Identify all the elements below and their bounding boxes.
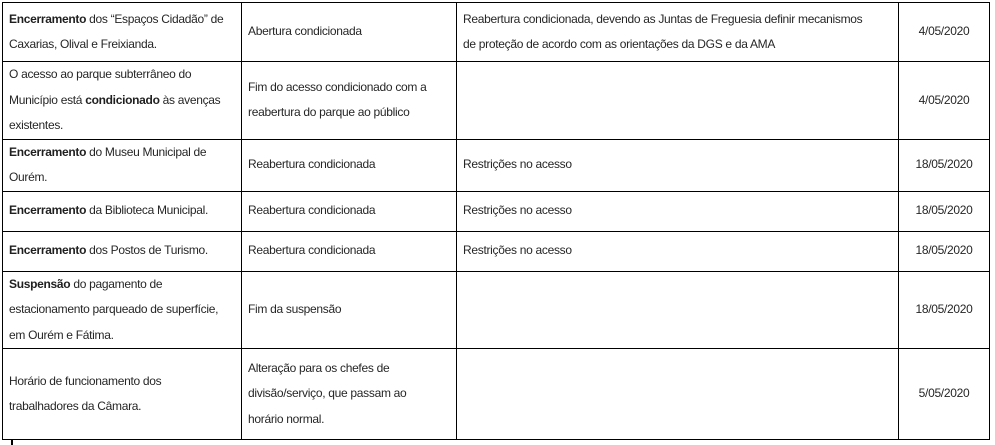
details-cell bbox=[457, 349, 899, 440]
change-text: Alteração para os chefes de divisão/serviço, que passam ao horário normal. bbox=[248, 360, 407, 426]
change-cell bbox=[242, 231, 457, 271]
measure-text-post: da Biblioteca Municipal. bbox=[86, 203, 209, 218]
details-cell bbox=[457, 271, 899, 349]
change-text: Abertura condicionada bbox=[248, 24, 362, 39]
measure-text bbox=[9, 272, 235, 349]
change-text: Fim do acesso condicionado com a reabertura do parque ao público bbox=[248, 79, 427, 120]
date-cell bbox=[899, 191, 990, 231]
measure-text-bold: condicionado bbox=[85, 92, 160, 107]
measure-text bbox=[9, 369, 235, 420]
change-text: Fim da suspensão bbox=[248, 302, 342, 316]
details-text: Reabertura condicionada, devendo as Juntas de Freguesia definir mecanismos de proteção de acordo com as orientações da DGS e da AMA bbox=[463, 11, 863, 51]
table-row bbox=[3, 62, 990, 140]
measure-cell bbox=[3, 139, 242, 191]
measure-text-post: dos Postos de Turismo. bbox=[86, 243, 208, 258]
date-cell bbox=[899, 139, 990, 191]
details-cell bbox=[457, 3, 899, 62]
date-cell bbox=[899, 231, 990, 271]
measure-text-bold: Encerramento bbox=[9, 144, 87, 159]
change-cell bbox=[242, 191, 457, 231]
measure-text-pre: Horário de funcionamento dos trabalhadores da Câmara. bbox=[9, 373, 162, 413]
measure-text-bold: Encerramento bbox=[9, 11, 87, 26]
measure-cell bbox=[3, 271, 242, 349]
table-row bbox=[3, 349, 990, 440]
change-cell bbox=[242, 271, 457, 349]
details-cell bbox=[457, 139, 899, 191]
measure-cell bbox=[3, 231, 242, 271]
date-text: 4/05/2020 bbox=[918, 24, 970, 39]
change-cell bbox=[242, 3, 457, 62]
measure-cell bbox=[3, 349, 242, 440]
date-text: 18/05/2020 bbox=[915, 302, 973, 316]
date-text: 18/05/2020 bbox=[915, 157, 973, 172]
change-text: Reabertura condicionada bbox=[248, 243, 376, 258]
date-text: 4/05/2020 bbox=[918, 92, 970, 107]
details-cell bbox=[457, 62, 899, 140]
details-text: Restrições no acesso bbox=[463, 243, 572, 258]
table-row bbox=[3, 271, 990, 349]
change-cell bbox=[242, 349, 457, 440]
measure-text bbox=[9, 7, 235, 58]
date-text: 18/05/2020 bbox=[915, 203, 973, 218]
table-row bbox=[3, 191, 990, 231]
table-row bbox=[3, 231, 990, 271]
measure-text-bold: Suspensão bbox=[9, 276, 71, 291]
measure-cell bbox=[3, 191, 242, 231]
measure-text bbox=[9, 62, 235, 139]
measure-text bbox=[9, 238, 235, 264]
measures-table bbox=[2, 2, 990, 440]
measure-text-post: do pagamento de estacionamento parqueado de superfície, em Ourém e Fátima. bbox=[9, 276, 219, 342]
cropped-next-table-edge bbox=[11, 439, 13, 445]
measure-cell bbox=[3, 62, 242, 140]
date-cell bbox=[899, 271, 990, 349]
date-cell bbox=[899, 62, 990, 140]
table-row bbox=[3, 139, 990, 191]
measure-text-pre: O acesso ao parque subterrâneo do Município está bbox=[9, 67, 192, 107]
date-cell bbox=[899, 3, 990, 62]
details-cell bbox=[457, 191, 899, 231]
change-text: Reabertura condicionada bbox=[248, 157, 376, 172]
measure-text bbox=[9, 140, 235, 191]
details-text: Restrições no acesso bbox=[463, 203, 572, 218]
change-cell bbox=[242, 62, 457, 140]
measure-text-post: dos “Espaços Cidadão” de Caxarias, Olival e Freixianda. bbox=[9, 11, 224, 51]
measure-text bbox=[9, 198, 235, 224]
measure-text-post: do Museu Municipal de Ourém. bbox=[9, 144, 207, 184]
measure-text-post: às avenças existentes. bbox=[9, 92, 221, 132]
details-text: Restrições no acesso bbox=[463, 157, 572, 172]
date-text: 18/05/2020 bbox=[915, 243, 973, 258]
measure-text-bold: Encerramento bbox=[9, 243, 87, 258]
measure-cell bbox=[3, 3, 242, 62]
measure-text-bold: Encerramento bbox=[9, 203, 87, 218]
change-text: Reabertura condicionada bbox=[248, 203, 376, 218]
date-cell bbox=[899, 349, 990, 440]
date-text: 5/05/2020 bbox=[918, 386, 970, 401]
table-row bbox=[3, 3, 990, 62]
details-cell bbox=[457, 231, 899, 271]
change-cell bbox=[242, 139, 457, 191]
